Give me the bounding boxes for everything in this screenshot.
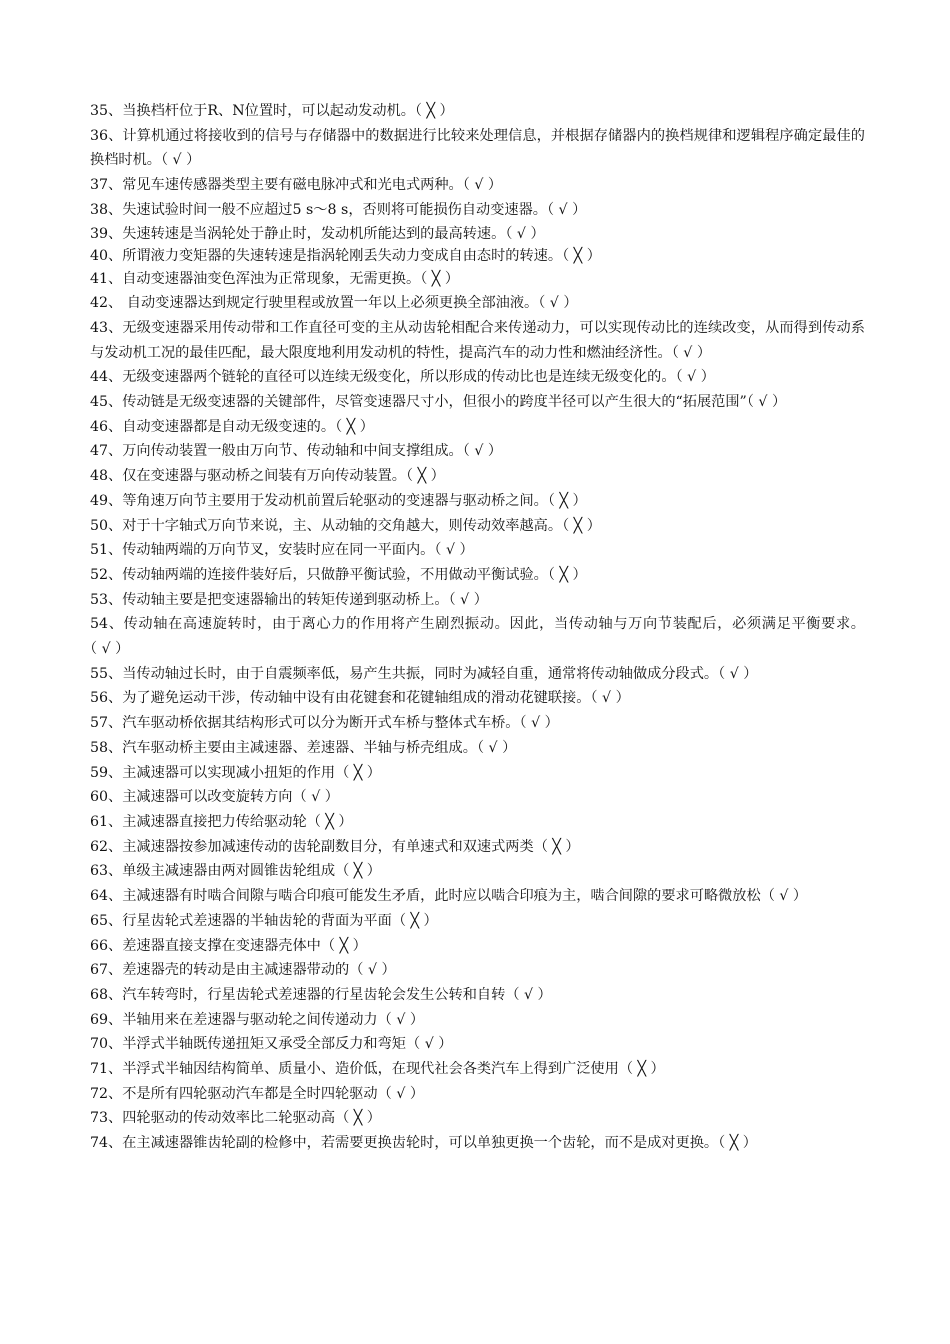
question-67	[90, 958, 865, 983]
question-text: 70、半浮式半轴既传递扭矩又承受全部反力和弯矩	[90, 1036, 406, 1053]
question-text: 74、在主减速器锥齿轮副的检修中，若需要更换齿轮时，可以单独更换一个齿轮，而不是成对更换。	[90, 1135, 719, 1152]
question-57	[90, 711, 865, 736]
question-text: 52、传动轴两端的连接件装好后，只做静平衡试验，不用做动平衡试验。	[90, 566, 548, 583]
question-text: 73、四轮驱动的传动效率比二轮驱动高	[90, 1110, 336, 1127]
answer-mark: （ √ ）	[377, 1085, 425, 1102]
question-text: 57、汽车驱动桥依据其结构形式可以分为断开式车桥与整体式车桥。	[90, 715, 520, 732]
question-49	[90, 489, 865, 514]
question-41	[90, 267, 865, 292]
answer-mark: （ √ ）	[746, 394, 787, 411]
question-69	[90, 1008, 865, 1033]
question-text: 61、主减速器直接把力传给驱动轮	[90, 813, 307, 830]
answer-mark: （ √ ）	[760, 888, 808, 905]
question-48	[90, 464, 865, 489]
question-text: 56、为了避免运动干涉，传动轴中设有由花键套和花键轴组成的滑动花键联接。	[90, 690, 591, 707]
question-text: 68、汽车转弯时，行星齿轮式差速器的行星齿轮会发生公转和自转	[90, 986, 506, 1003]
question-text: 45、传动链是无级变速器的关键部件，尽管变速器尺寸小，但很小的跨度半径可以产生很大的“拓展范围”	[90, 394, 747, 411]
question-68	[90, 983, 865, 1008]
question-38	[90, 198, 865, 223]
question-47	[90, 439, 865, 464]
answer-mark: （ ╳ ）	[562, 517, 601, 534]
question-text: 38、失速试验时间一般不应超过5 s～8 s，否则将可能损伤自动变速器。	[90, 201, 547, 218]
answer-mark: （ √ ）	[90, 641, 130, 658]
question-text: 62、主减速器按参加减速传动的齿轮副数目分，有单速式和双速式两类	[90, 838, 534, 855]
answer-mark: （ ╳ ）	[406, 468, 445, 485]
question-71	[90, 1057, 865, 1082]
answer-mark: （ ╳ ）	[718, 1135, 757, 1152]
answer-mark: （ ╳ ）	[335, 863, 381, 880]
question-text: 63、单级主减速器由两对圆锥齿轮组成	[90, 863, 336, 880]
question-text: 65、行星齿轮式差速器的半轴齿轮的背面为平面	[90, 912, 392, 929]
answer-mark: （ √ ）	[505, 225, 545, 242]
answer-mark: （ ╳ ）	[562, 247, 601, 264]
answer-mark: （ √ ）	[675, 369, 715, 386]
question-40	[90, 245, 865, 267]
question-60	[90, 785, 865, 810]
question-text: 72、不是所有四轮驱动汽车都是全时四轮驱动	[90, 1085, 378, 1102]
answer-mark: （ ╳ ）	[533, 838, 580, 855]
answer-mark: （ ╳ ）	[547, 566, 587, 583]
answer-mark: （ ╳ ）	[335, 418, 374, 435]
question-37	[90, 173, 865, 198]
question-54	[90, 612, 865, 661]
answer-mark: （ √ ）	[476, 739, 517, 756]
answer-mark: （ ╳ ）	[391, 912, 438, 929]
question-text: 46、自动变速器都是自动无级变速的。	[90, 418, 336, 435]
document-page	[90, 99, 865, 1156]
question-63	[90, 859, 865, 884]
question-36	[90, 124, 865, 173]
question-42	[90, 291, 865, 316]
question-text: 37、常见车速传感器类型主要有磁电脉冲式和光电式两种。	[90, 177, 463, 194]
question-text: 40、所谓液力变矩器的失速转速是指涡轮刚丢失动力变成自由态时的转速。	[90, 247, 563, 264]
question-70	[90, 1032, 865, 1057]
question-62	[90, 835, 865, 860]
question-73	[90, 1106, 865, 1131]
question-text: 69、半轴用来在差速器与驱动轮之间传递动力	[90, 1011, 378, 1028]
answer-mark: （ ╳ ）	[335, 764, 381, 781]
answer-mark: （ √ ）	[349, 962, 396, 979]
question-45	[90, 390, 865, 415]
question-text: 49、等角速万向节主要用于发动机前置后轮驱动的变速器与驱动桥之间。	[90, 492, 548, 509]
question-text: 50、对于十字轴式万向节来说，主、从动轴的交角越大，则传动效率越高。	[90, 517, 563, 534]
question-text: 51、传动轴两端的万向节叉，安装时应在同一平面内。	[90, 542, 435, 559]
question-text: 36、计算机通过将接收到的信号与存储器中的数据进行比较来处理信息，并根据存储器内的换档规律和逻辑程序确定最佳的换档时机。	[90, 127, 865, 169]
question-35	[90, 99, 865, 124]
answer-mark: （ ╳ ）	[335, 1110, 381, 1127]
question-text: 64、主减速器有时啮合间隙与啮合印痕可能发生矛盾，此时应以啮合印痕为主，啮合间隙的要求可略微放松	[90, 888, 761, 905]
answer-mark: （ ╳ ）	[420, 270, 460, 287]
question-text: 54、传动轴在高速旋转时，由于离心力的作用将产生剧烈振动。因此，当传动轴与万向节装配后，必须满足平衡要求。	[90, 616, 865, 633]
answer-mark: （ √ ）	[505, 986, 552, 1003]
answer-mark: （ √ ）	[462, 443, 503, 460]
answer-mark: （ √ ）	[462, 177, 503, 194]
question-text: 48、仅在变速器与驱动桥之间装有万向传动装置。	[90, 468, 406, 485]
question-text: 59、主减速器可以实现减小扭矩的作用	[90, 764, 336, 781]
question-55	[90, 662, 865, 687]
question-61	[90, 810, 865, 835]
answer-mark: （ ╳ ）	[547, 492, 587, 509]
question-65	[90, 909, 865, 934]
question-64	[90, 884, 865, 909]
question-53	[90, 588, 865, 613]
question-43	[90, 316, 865, 365]
answer-mark: （ √ ）	[546, 201, 587, 218]
question-text: 58、汽车驱动桥主要由主减速器、差速器、半轴与桥壳组成。	[90, 739, 477, 756]
question-text: 35、当换档杆位于R、N位置时，可以起动发动机。	[90, 103, 415, 119]
question-text: 41、自动变速器油变色浑浊为正常现象，无需更换。	[90, 270, 421, 287]
question-66	[90, 934, 865, 959]
answer-mark: （ ╳ ）	[414, 103, 454, 119]
question-text: 43、无级变速器采用传动带和工作直径可变的主从动齿轮相配合来传递动力，可以实现传动比的连续改变，从而得到传动系与发动机工况的最佳匹配，最大限度地利用发动机的特性，提高汽车的动力性和燃油经济性。	[90, 319, 865, 361]
answer-mark: （ √ ）	[519, 715, 559, 732]
answer-mark: （ √ ）	[718, 665, 758, 682]
question-text: 55、当传动轴过长时，由于自震频率低，易产生共振，同时为减轻自重，通常将传动轴做成分段式。	[90, 665, 719, 682]
question-text: 53、传动轴主要是把变速器输出的转矩传递到驱动桥上。	[90, 591, 449, 608]
question-56	[90, 686, 865, 711]
answer-mark: （ √ ）	[671, 344, 712, 361]
question-72	[90, 1082, 865, 1107]
answer-mark: （ √ ）	[406, 1036, 453, 1053]
question-44	[90, 365, 865, 390]
answer-mark: （ √ ）	[448, 591, 488, 608]
answer-mark: （ √ ）	[292, 789, 339, 806]
answer-mark: （ √ ）	[377, 1011, 425, 1028]
question-74	[90, 1131, 865, 1156]
question-46	[90, 415, 865, 440]
answer-mark: （ ╳ ）	[320, 937, 367, 954]
question-58	[90, 736, 865, 761]
question-text: 66、差速器直接支撑在变速器壳体中	[90, 937, 321, 954]
question-text: 67、差速器壳的转动是由主减速器带动的	[90, 962, 350, 979]
question-text: 42、 自动变速器达到规定行驶里程或放置一年以上必须更换全部油液。	[90, 295, 539, 312]
answer-mark: （ √ ）	[160, 152, 201, 169]
question-text: 39、失速转速是当涡轮处于静止时，发动机所能达到的最高转速。	[90, 225, 506, 242]
question-52	[90, 563, 865, 588]
answer-mark: （ √ ）	[590, 690, 630, 707]
answer-mark: （ ╳ ）	[306, 813, 353, 830]
question-39	[90, 223, 865, 245]
question-59	[90, 761, 865, 786]
question-50	[90, 514, 865, 539]
question-text: 44、无级变速器两个链轮的直径可以连续无级变化，所以形成的传动比也是连续无级变化的。	[90, 369, 676, 386]
question-text: 47、万向传动装置一般由万向节、传动轴和中间支撑组成。	[90, 443, 463, 460]
question-51	[90, 538, 865, 563]
answer-mark: （ ╳ ）	[618, 1061, 665, 1078]
question-text: 60、主减速器可以改变旋转方向	[90, 789, 293, 806]
answer-mark: （ √ ）	[434, 542, 474, 559]
question-text: 71、半浮式半轴因结构简单、质量小、造价低，在现代社会各类汽车上得到广泛使用	[90, 1061, 619, 1078]
answer-mark: （ √ ）	[538, 295, 578, 312]
